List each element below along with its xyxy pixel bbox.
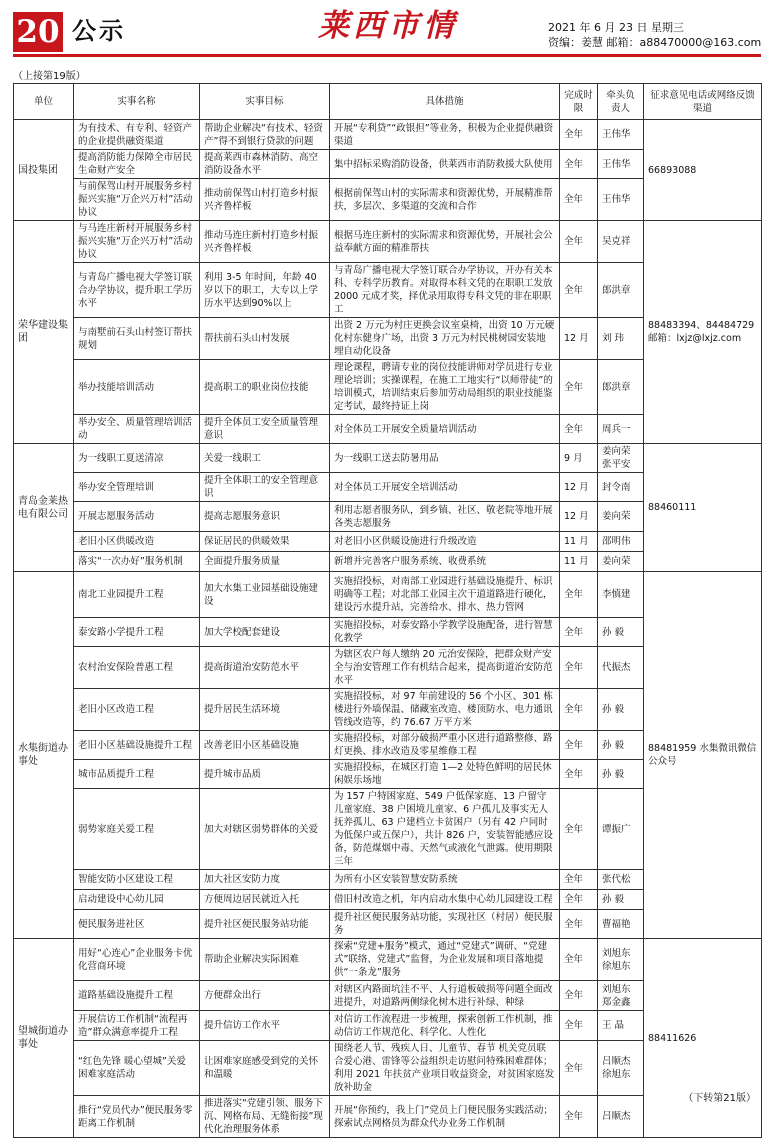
deadline-cell: 12 月: [560, 318, 598, 360]
project-name-cell: 为有技术、有专利、轻资产的企业提供融资渠道: [74, 120, 200, 150]
measures-cell: 对全体员工开展安全质量培训活动: [330, 415, 560, 444]
column-header-measures: 具体措施: [330, 84, 560, 120]
feedback-channel-cell: 88460111: [644, 444, 762, 572]
measures-cell: 根据前保驾山村的实际需求和资源优势，开展精准帮扶，多层次、多渠道的交流和合作: [330, 179, 560, 221]
leader-cell: 代振杰: [598, 647, 644, 689]
project-name-cell: 举办技能培训活动: [74, 360, 200, 415]
project-goal-cell: 改善老旧小区基础设施: [200, 731, 330, 760]
measures-cell: 对全体员工开展安全培训活动: [330, 473, 560, 502]
leader-cell: 孙 毅: [598, 890, 644, 910]
project-name-cell: 老旧小区供暖改造: [74, 532, 200, 552]
measures-cell: 提升社区便民服务站功能，实现社区（村居）便民服务: [330, 910, 560, 939]
leader-cell: 姜向荣: [598, 502, 644, 532]
deadline-cell: 全年: [560, 120, 598, 150]
deadline-cell: 9 月: [560, 444, 598, 473]
continued-from-note: （上接第19版）: [13, 71, 86, 82]
leader-cell: 曹福艳: [598, 910, 644, 939]
project-goal-cell: 加大学校配套建设: [200, 618, 330, 647]
feedback-channel-cell: 88483394、84484729 邮箱：lxjz@lxjz.com: [644, 221, 762, 444]
measures-cell: 为 157 户特困家庭、549 户低保家庭、13 户留守儿童家庭、38 户困境儿童家、6 户孤儿及事实无人抚养孤儿、63 户建档立卡贫困户（另有 42 户同时为低保户或五保户），共计 826 户，安装智能感应设备，防范煤烟中毒、天然气或液化气泄露。使用期限三年: [330, 789, 560, 870]
project-name-cell: 启动建设中心幼儿园: [74, 890, 200, 910]
deadline-cell: 全年: [560, 572, 598, 618]
measures-cell: 集中招标采购消防设备，供莱西市消防救援大队使用: [330, 150, 560, 179]
deadline-cell: 全年: [560, 870, 598, 890]
project-name-cell: 农村治安保险普惠工程: [74, 647, 200, 689]
unit-cell: 青岛金莱热电有限公司: [14, 444, 74, 572]
project-name-cell: “红色先锋 暖心望城”关爱困难家庭活动: [74, 1041, 200, 1096]
leader-cell: 邵明伟: [598, 532, 644, 552]
leader-cell: 封令南: [598, 473, 644, 502]
project-name-cell: 与马连庄新村开展服务乡村振兴实施“万企兴万村”活动协议: [74, 221, 200, 263]
deadline-cell: 全年: [560, 731, 598, 760]
feedback-channel-cell: 88411626: [644, 939, 762, 1138]
measures-cell: 与青岛广播电视大学签订联合办学协议，开办有关本科、专科学历教育。对取得本科文凭的在职职工发放2000 元成才奖，择优录用取得专科文凭的非在职职工: [330, 263, 560, 318]
deadline-cell: 全年: [560, 1096, 598, 1138]
project-goal-cell: 让困难家庭感受到党的关怀和温暖: [200, 1041, 330, 1096]
table-body: [14, 120, 762, 1138]
leader-cell: 李慎建: [598, 572, 644, 618]
leader-cell: 孙 毅: [598, 618, 644, 647]
column-header-project-name: 实事名称: [74, 84, 200, 120]
measures-cell: 实施招投标，对 97 年前建设的 56 个小区、301 栋楼进行外墙保温、储藏室改造、楼顶防水、电力通讯管线改造等，约 76.67 万平方米: [330, 689, 560, 731]
table-row: [14, 444, 762, 473]
project-goal-cell: 提高职工的职业岗位技能: [200, 360, 330, 415]
deadline-cell: 全年: [560, 360, 598, 415]
measures-cell: 实施招投标，对泰安路小学教学设施配备，进行智慧化教学: [330, 618, 560, 647]
public-notice-table: [13, 83, 762, 1138]
table-row: [14, 120, 762, 150]
editor-contact: 资编：姜慧 邮箱：a88470000@163.com: [548, 36, 762, 49]
deadline-cell: 11 月: [560, 532, 598, 552]
newspaper-logo: 莱西市情: [318, 8, 458, 44]
project-goal-cell: 推进落实“党建引领、服务下沉、网格布局、无缝衔接”现代化治理服务体系: [200, 1096, 330, 1138]
deadline-cell: 全年: [560, 1041, 598, 1096]
column-header-goal: 实事目标: [200, 84, 330, 120]
project-goal-cell: 提高街道治安防范水平: [200, 647, 330, 689]
project-goal-cell: 全面提升服务质量: [200, 552, 330, 572]
deadline-cell: 全年: [560, 221, 598, 263]
publication-date: 2021 年 6 月 23 日 星期三: [548, 21, 684, 34]
project-name-cell: 与南墅前石头山村签订帮扶规划: [74, 318, 200, 360]
leader-cell: 刘 玮: [598, 318, 644, 360]
project-name-cell: 举办安全、质量管理培训活动: [74, 415, 200, 444]
measures-cell: 实施招投标，在城区打造 1—2 处特色鲜明的居民休闲娱乐场地: [330, 760, 560, 789]
measures-cell: 为一线职工送去防暑用品: [330, 444, 560, 473]
unit-cell: 荣华建设集团: [14, 221, 74, 444]
table-row: [14, 221, 762, 263]
leader-cell: 周兵一: [598, 415, 644, 444]
column-header-deadline: 完成时限: [560, 84, 598, 120]
project-goal-cell: 方便群众出行: [200, 981, 330, 1011]
column-header-leader: 牵头负责人: [598, 84, 644, 120]
measures-cell: 实施招投标，对部分破损严重小区进行道路整修、路灯更换、排水改造及零星维修工程: [330, 731, 560, 760]
measures-cell: 开展“你预约，我上门”党员上门便民服务实践活动；探索试点网格员为群众代办业务工作机制: [330, 1096, 560, 1138]
leader-cell: 郎洪章: [598, 263, 644, 318]
table-row: [14, 939, 762, 981]
measures-cell: 为辖区农户每人缴纳 20 元治安保险，把群众财产安全与治安管理工作有机结合起来，提高街道治安防范水平: [330, 647, 560, 689]
measures-cell: 出资 2 万元为村庄更换会议室桌椅，出资 10 万元硬化村东健身广场，出资 3 万元为村民桃树园安装地埋自动化设备: [330, 318, 560, 360]
leader-cell: 刘旭东 郑金鑫: [598, 981, 644, 1011]
measures-cell: 对辖区内路面坑洼不平、人行道板破损等问题全面改进提升，对道路两侧绿化树木进行补绿、种绿: [330, 981, 560, 1011]
measures-cell: 对信访工作流程进一步梳理，探索创新工作机制，推动信访工作规范化、科学化、人性化: [330, 1011, 560, 1041]
project-name-cell: 智能安防小区建设工程: [74, 870, 200, 890]
project-name-cell: 开展志愿服务活动: [74, 502, 200, 532]
project-name-cell: 道路基础设施提升工程: [74, 981, 200, 1011]
project-name-cell: 为一线职工夏送清凉: [74, 444, 200, 473]
measures-cell: 实施招投标，对南部工业园进行基础设施提升、标识明确等工程；对北部工业园主次干道道路进行硬化，建设污水提升站，完善给水、排水、热力管网: [330, 572, 560, 618]
deadline-cell: 全年: [560, 890, 598, 910]
project-goal-cell: 推动前保驾山村打造乡村振兴齐鲁样板: [200, 179, 330, 221]
project-name-cell: 弱势家庭关爱工程: [74, 789, 200, 870]
deadline-cell: 全年: [560, 760, 598, 789]
deadline-cell: 全年: [560, 263, 598, 318]
deadline-cell: 全年: [560, 689, 598, 731]
project-name-cell: 南北工业园提升工程: [74, 572, 200, 618]
leader-cell: 孙 毅: [598, 760, 644, 789]
leader-cell: 孙 毅: [598, 731, 644, 760]
project-goal-cell: 方便周边居民就近入托: [200, 890, 330, 910]
measures-cell: 根据马连庄新村的实际需求和资源优势，开展社会公益奉献方面的精准帮扶: [330, 221, 560, 263]
deadline-cell: 全年: [560, 150, 598, 179]
project-goal-cell: 提高莱西市森林消防、高空消防设备水平: [200, 150, 330, 179]
continued-to-note: （下转第21版）: [683, 1093, 756, 1104]
project-goal-cell: 加大社区安防力度: [200, 870, 330, 890]
leader-cell: 谭振广: [598, 789, 644, 870]
project-goal-cell: 提升城市品质: [200, 760, 330, 789]
leader-cell: 姜向荣: [598, 552, 644, 572]
deadline-cell: 全年: [560, 1011, 598, 1041]
project-name-cell: 老旧小区改造工程: [74, 689, 200, 731]
table-row: [14, 572, 762, 618]
project-name-cell: 提高消防能力保障全市居民生命财产安全: [74, 150, 200, 179]
deadline-cell: 全年: [560, 179, 598, 221]
project-name-cell: 落实“一次办好”服务机制: [74, 552, 200, 572]
deadline-cell: 12 月: [560, 473, 598, 502]
column-header-feedback-channel: 征求意见电话或网络反馈渠道: [644, 84, 762, 120]
leader-cell: 王 晶: [598, 1011, 644, 1041]
table-header-row: [14, 84, 762, 120]
measures-cell: 对老旧小区供暖设施进行升级改造: [330, 532, 560, 552]
project-goal-cell: 帮扶前石头山村发展: [200, 318, 330, 360]
project-name-cell: 推行“党员代办”便民服务零距离工作机制: [74, 1096, 200, 1138]
measures-cell: 围绕老人节、残疾人日、儿童节、春节 机关党员联合爱心港、雷锋等公益组织走访慰问特殊困难群体；利用 2021 年扶贫产业项目收益资金，对贫困家庭发放补助金: [330, 1041, 560, 1096]
deadline-cell: 全年: [560, 981, 598, 1011]
unit-cell: 国投集团: [14, 120, 74, 221]
leader-cell: 孙 毅: [598, 689, 644, 731]
project-goal-cell: 提升社区便民服务站功能: [200, 910, 330, 939]
masthead: [0, 0, 772, 62]
project-goal-cell: 提升全体职工的安全管理意识: [200, 473, 330, 502]
unit-cell: 望城街道办事处: [14, 939, 74, 1138]
leader-cell: 吴克祥: [598, 221, 644, 263]
measures-cell: 借旧村改造之机，年内启动水集中心幼儿园建设工程: [330, 890, 560, 910]
project-goal-cell: 加大水集工业园基础设施建设: [200, 572, 330, 618]
leader-cell: 郎洪章: [598, 360, 644, 415]
feedback-channel-cell: 88481959 水集微讯微信公众号: [644, 572, 762, 939]
project-name-cell: 开展信访工作机制“流程再造”群众满意率提升工程: [74, 1011, 200, 1041]
project-goal-cell: 帮助企业解决“有技术、轻资产”得不到银行贷款的问题: [200, 120, 330, 150]
project-goal-cell: 关爱一线职工: [200, 444, 330, 473]
deadline-cell: 全年: [560, 415, 598, 444]
project-name-cell: 与前保驾山村开展服务乡村振兴实施“万企兴万村”活动协议: [74, 179, 200, 221]
project-goal-cell: 提升居民生活环境: [200, 689, 330, 731]
project-name-cell: 泰安路小学提升工程: [74, 618, 200, 647]
measures-cell: 开展“专利贷”“政银担”等业务，积极为企业提供融资渠道: [330, 120, 560, 150]
leader-cell: 刘旭东 徐旭东: [598, 939, 644, 981]
project-name-cell: 城市品质提升工程: [74, 760, 200, 789]
feedback-channel-cell: 66893088: [644, 120, 762, 221]
deadline-cell: 全年: [560, 618, 598, 647]
page-number: 20: [13, 12, 63, 52]
measures-cell: 为所有小区安装智慧安防系统: [330, 870, 560, 890]
project-goal-cell: 利用 3-5 年时间，年龄 40 岁以下的职工，大专以上学历水平达到90%以上: [200, 263, 330, 318]
project-name-cell: 便民服务进社区: [74, 910, 200, 939]
deadline-cell: 全年: [560, 789, 598, 870]
project-goal-cell: 推动马连庄新村打造乡村振兴齐鲁样板: [200, 221, 330, 263]
project-name-cell: 老旧小区基础设施提升工程: [74, 731, 200, 760]
masthead-rule: [13, 54, 761, 57]
measures-cell: 新增并完善客户服务系统、收费系统: [330, 552, 560, 572]
deadline-cell: 全年: [560, 910, 598, 939]
measures-cell: 理论课程，聘请专业的岗位技能讲师对学员进行专业理论培训；实操课程，在施工工地实行“以师带徒”的培训模式，培训结束后参加劳动局组织的职业技能鉴定考试，最终持证上岗: [330, 360, 560, 415]
deadline-cell: 12 月: [560, 502, 598, 532]
leader-cell: 王伟华: [598, 120, 644, 150]
measures-cell: 探索“党建+服务”模式，通过“党建式”调研、“党建式”联络、党建式”监督，为企业发展和项目落地提供“一条龙”服务: [330, 939, 560, 981]
leader-cell: 吕顺杰: [598, 1096, 644, 1138]
leader-cell: 王伟华: [598, 150, 644, 179]
deadline-cell: 全年: [560, 647, 598, 689]
leader-cell: 张代松: [598, 870, 644, 890]
deadline-cell: 全年: [560, 939, 598, 981]
project-goal-cell: 加大对辖区弱势群体的关爱: [200, 789, 330, 870]
leader-cell: 姜向荣 张平安: [598, 444, 644, 473]
unit-cell: 水集街道办事处: [14, 572, 74, 939]
project-name-cell: 与青岛广播电视大学签订联合办学协议，提升职工学历水平: [74, 263, 200, 318]
publication-info: [548, 20, 761, 50]
section-title: 公示: [72, 17, 126, 45]
project-goal-cell: 提升信访工作水平: [200, 1011, 330, 1041]
column-header-unit: 单位: [14, 84, 74, 120]
project-goal-cell: 提升全体员工安全质量管理意识: [200, 415, 330, 444]
deadline-cell: 11 月: [560, 552, 598, 572]
project-name-cell: 用好“心连心”企业服务卡优化营商环境: [74, 939, 200, 981]
measures-cell: 利用志愿者服务队，到乡镇、社区、敬老院等地开展各类志愿服务: [330, 502, 560, 532]
leader-cell: 王伟华: [598, 179, 644, 221]
project-goal-cell: 提高志愿服务意识: [200, 502, 330, 532]
project-goal-cell: 帮助企业解决实际困难: [200, 939, 330, 981]
project-goal-cell: 保证居民的供暖效果: [200, 532, 330, 552]
project-name-cell: 举办安全管理培训: [74, 473, 200, 502]
leader-cell: 吕顺杰 徐旭东: [598, 1041, 644, 1096]
